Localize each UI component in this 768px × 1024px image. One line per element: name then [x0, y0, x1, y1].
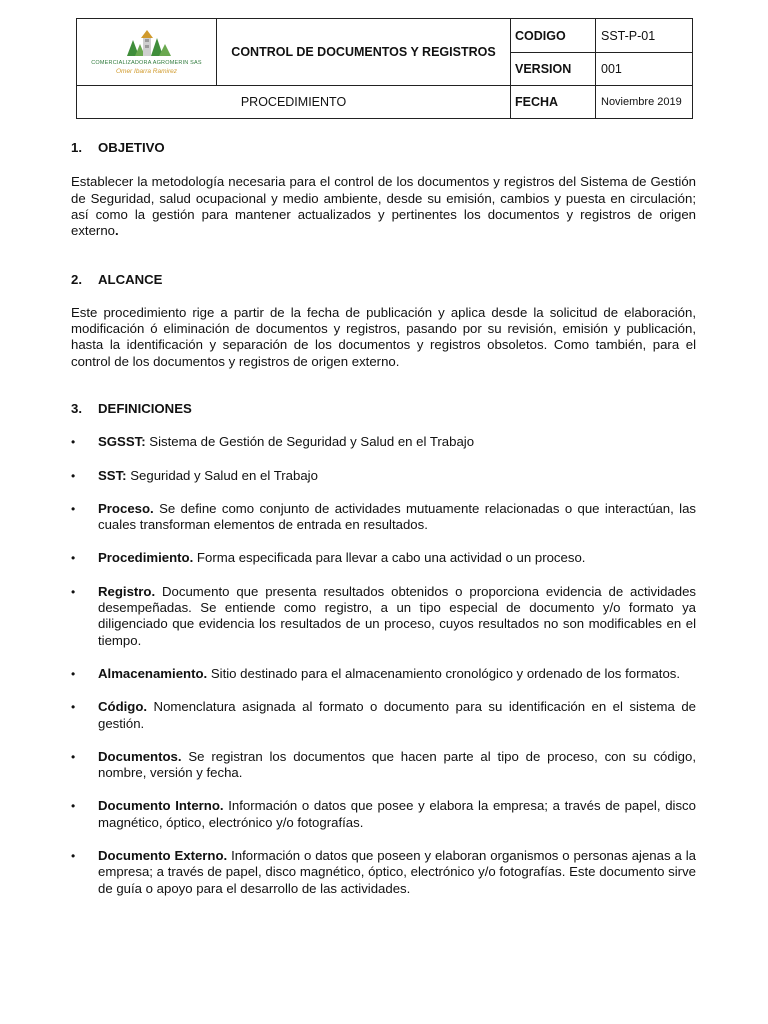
- objetivo-text: Establecer la metodología necesaria para el control de los documentos y registros del Sistema de Gestión de Seguridad, salud ocupacional y medio ambiente, desde su emisión, cambios y puesta en circulación; así como la gestión para mantener actualizados y pertinentes los documentos y registros de origen externo: [71, 174, 696, 239]
- document-body: [71, 140, 696, 897]
- definition-description: Información o datos que poseen y elaboran organismos o personas ajenas a la empresa; a través de papel, disco magnético, óptico, electrónico y/o fotografías. Este documento sirve de guía o apoyo para el desarrollo de las actividades.: [98, 848, 696, 896]
- section-title: ALCANCE: [98, 272, 163, 288]
- bullet-icon: •: [71, 584, 76, 599]
- definition-text: [98, 699, 696, 732]
- bullet-icon: •: [71, 700, 76, 715]
- definition-text: [98, 501, 696, 534]
- section-title: DEFINICIONES: [98, 400, 192, 416]
- definition-term: Código.: [98, 699, 148, 715]
- bullet-icon: •: [71, 501, 76, 516]
- definition-description: Sitio destinado para el almacenamiento cronológico y ordenado de los formatos.: [207, 665, 681, 681]
- bullet-icon: •: [71, 435, 76, 450]
- definition-item: [71, 584, 696, 649]
- bullet-icon: •: [71, 666, 76, 681]
- logo-trees-icon: [121, 30, 173, 58]
- logo-cell: [77, 19, 217, 86]
- definition-item: [71, 468, 696, 484]
- definition-description: Información o datos que posee y elabora la empresa; a través de papel, disco magnético, óptico, electrónico y/o fotografías.: [98, 798, 696, 830]
- definition-item: [71, 749, 696, 782]
- definition-item: [71, 550, 696, 566]
- definition-item: [71, 501, 696, 534]
- bullet-icon: •: [71, 468, 76, 483]
- definition-item: [71, 666, 696, 682]
- definition-term: SST:: [98, 467, 127, 483]
- section-definiciones-heading: [71, 401, 696, 417]
- bullet-icon: •: [71, 749, 76, 764]
- definition-description: Se registran los documentos que hacen parte al tipo de proceso, con su código, nombre, versión y fecha.: [98, 748, 696, 781]
- definition-term: Proceso.: [98, 500, 154, 516]
- document-header: [76, 18, 693, 119]
- definition-description: Se define como conjunto de actividades mutuamente relacionadas o que interactúan, las cuales transforman elementos de entrada en resultados.: [98, 500, 696, 533]
- definition-text: [98, 550, 696, 566]
- section-number: 2.: [71, 272, 82, 288]
- definition-description: Nomenclatura asignada al formato o documento para su identificación en el sistema de gestión.: [98, 699, 696, 731]
- definition-term: Documento Externo.: [98, 848, 228, 864]
- objetivo-text-end: .: [115, 223, 119, 239]
- fecha-value: Noviembre 2019: [596, 86, 693, 119]
- logo-owner-name: Omer Ibarra Ramirez: [115, 67, 178, 75]
- section-number: 3.: [71, 400, 82, 416]
- section-number: 1.: [71, 140, 82, 155]
- section-objetivo-heading: [71, 140, 696, 156]
- bullet-icon: •: [71, 849, 76, 864]
- definitions-list: [71, 434, 696, 897]
- definition-term: SGSST:: [98, 434, 146, 450]
- definition-item: [71, 434, 696, 450]
- section-alcance-heading: [71, 272, 696, 288]
- definition-item: [71, 798, 696, 831]
- definition-description: Documento que presenta resultados obtenidos o proporciona evidencia de actividades desempeñadas. Se entiende como registro, a un tipo especial de documento y/o formato ya diligenciado que evidencia los resultados de un proceso, cuyos resultados no son modificables en el tiempo.: [98, 583, 696, 648]
- version-value: 001: [596, 53, 693, 86]
- document-type: PROCEDIMIENTO: [77, 86, 511, 119]
- definition-text: [98, 666, 696, 682]
- definition-term: Almacenamiento.: [98, 665, 208, 681]
- version-label: VERSION: [511, 53, 596, 86]
- definition-text: [98, 848, 696, 897]
- definition-description: Sistema de Gestión de Seguridad y Salud en el Trabajo: [145, 434, 475, 450]
- definition-text: [98, 798, 696, 831]
- definition-description: Seguridad y Salud en el Trabajo: [126, 467, 318, 483]
- definition-item: [71, 848, 696, 897]
- bullet-icon: •: [71, 551, 76, 566]
- definition-description: Forma especificada para llevar a cabo una actividad o un proceso.: [193, 550, 586, 566]
- definition-text: [98, 749, 696, 782]
- alcance-paragraph: Este procedimiento rige a partir de la fecha de publicación y aplica desde la solicitud de elaboración, modificación ó eliminación de documentos y registros, pasando por su revisión, emisión y publicación, hasta la identificación y separación de los documentos y registros obsoletos. Como también, para el control de los documentos y registros de origen externo.: [71, 304, 696, 369]
- definition-term: Procedimiento.: [98, 550, 194, 566]
- definition-text: [98, 584, 696, 649]
- section-title: OBJETIVO: [98, 140, 165, 155]
- codigo-value: SST-P-01: [596, 19, 693, 53]
- definition-term: Documentos.: [98, 748, 182, 764]
- bullet-icon: •: [71, 799, 76, 814]
- fecha-label: FECHA: [511, 86, 596, 119]
- objetivo-paragraph: [71, 174, 696, 239]
- codigo-label: CODIGO: [511, 19, 596, 53]
- logo-company-name: COMERCIALIZADORA AGROMERIN SAS: [91, 59, 202, 66]
- company-logo: [77, 30, 216, 75]
- definition-term: Registro.: [98, 583, 156, 599]
- definition-text: [98, 468, 696, 484]
- definition-item: [71, 699, 696, 732]
- definition-term: Documento Interno.: [98, 798, 224, 814]
- definition-text: [98, 434, 696, 450]
- document-title: CONTROL DE DOCUMENTOS Y REGISTROS: [217, 19, 511, 86]
